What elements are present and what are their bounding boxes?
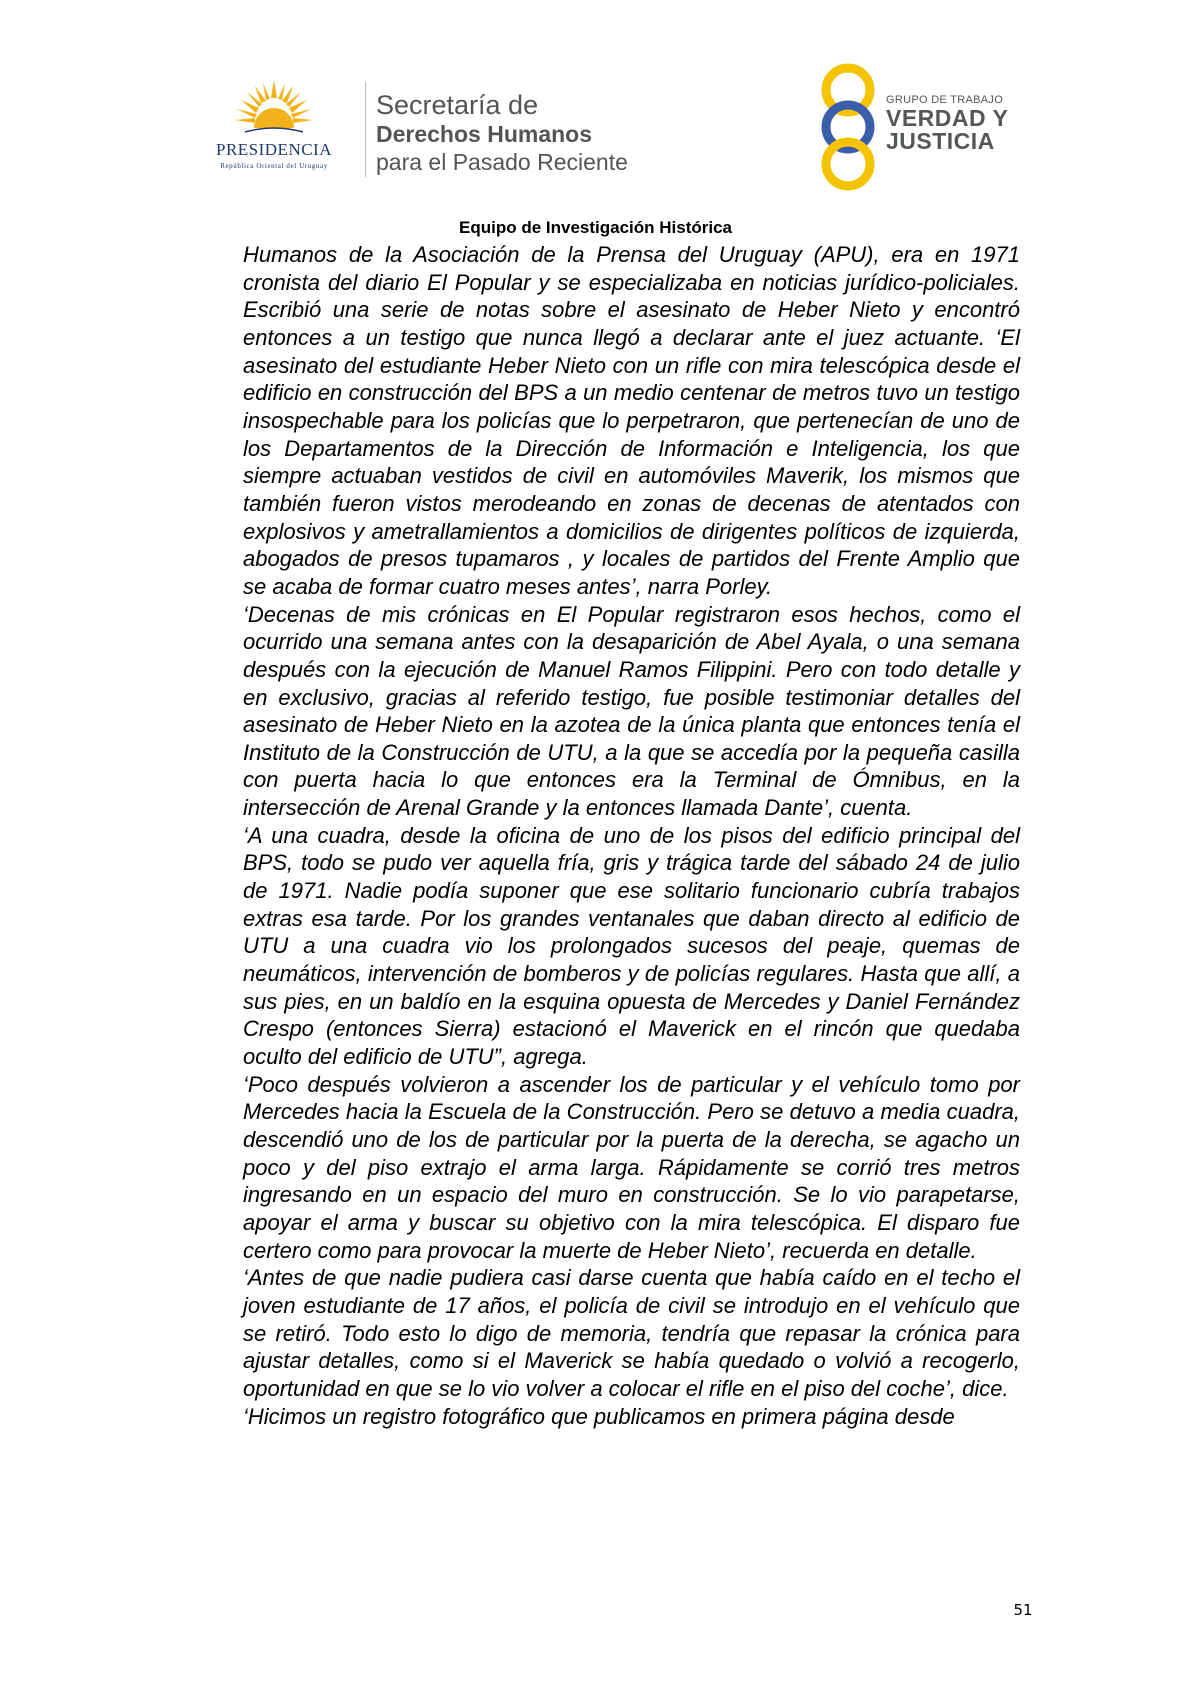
- logo-divider: [365, 82, 366, 177]
- paragraph: ‘Antes de que nadie pudiera casi darse cuenta que había caído en el techo el joven estudiante de 17 años, el policía de civil se introdujo en el vehículo que se retiró. Todo esto lo digo de memoria, tendría que repasar la crónica para ajustar detalles, como si el Maverick se había quedado o volvió a recogerlo, oportunidad en que se lo vio volver a colocar el rifle en el piso del coche’, dice.: [243, 1265, 1020, 1401]
- grupo-trabajo-text: [886, 94, 1008, 153]
- grupo-trabajo-logo: [810, 62, 1040, 192]
- interlocked-rings-icon: [810, 62, 886, 192]
- secretaria-line1: Secretaría de: [376, 90, 539, 120]
- grupo-trabajo-line2: VERDAD Y: [886, 105, 1009, 131]
- team-heading: Equipo de Investigación Histórica: [459, 218, 732, 237]
- secretaria-line2: Derechos Humanos: [376, 121, 593, 147]
- secretaria-logo: [376, 90, 706, 176]
- sun-icon: [235, 78, 313, 140]
- paragraph: ‘Poco después volvieron a ascender los de particular y el vehículo tomo por Mercedes hacia la Escuela de la Construcción. Pero se detuvo a media cuadra, descendió uno de los de particular por la puerta de la derecha, se agacho un poco y del piso extrajo el arma larga. Rápidamente se corrió tres metros ingresando en un espacio del muro en construcción. Se lo vio parapetarse, apoyar el arma y buscar su objetivo con la mira telescópica. El disparo fue certero como para provocar la muerte de Heber Nieto’, recuerda en detalle.: [243, 1071, 1020, 1263]
- presidencia-logo: [195, 78, 353, 178]
- paragraph: ‘A una cuadra, desde la oficina de uno de los pisos del edificio principal del BPS, todo se pudo ver aquella fría, gris y trágica tarde del sábado 24 de julio de 1971. Nadie podía suponer que ese solitario funcionario cubría trabajos extras esa tarde. Por los grandes ventanales que daban directo al edificio de UTU a una cuadra vio los prolongados sucesos del peaje, quemas de neumáticos, intervención de bomberos y de policías regulares. Hasta que allí, a sus pies, en un baldío en la esquina opuesta de Mercedes y Daniel Fernández Crespo (entonces Sierra) estacionó el Maverick en el rincón que quedaba oculto del edificio de UTU”, agrega.: [243, 822, 1020, 1070]
- grupo-trabajo-line1: GRUPO DE TRABAJO: [886, 94, 1004, 106]
- paragraph: ‘Decenas de mis crónicas en El Popular registraron esos hechos, como el ocurrido una semana antes con la desaparición de Abel Ayala, o una semana después con la ejecución de Manuel Ramos Filippini. Pero con todo detalle y en exclusivo, gracias al referido testigo, fue posible testimoniar detalles del asesinato de Heber Nieto en la azotea de la única planta que entonces tenía el Instituto de la Construcción de UTU, a la que se accedía por la pequeña casilla con puerta hacia lo que entonces era la Terminal de Ómnibus, en la intersección de Arenal Grande y la entonces llamada Dante’, cuenta.: [243, 601, 1020, 821]
- grupo-trabajo-line3: JUSTICIA: [886, 128, 995, 154]
- paragraph: ‘Hicimos un registro fotográfico que publicamos en primera página desde: [243, 1403, 955, 1429]
- secretaria-line3: para el Pasado Reciente: [376, 149, 628, 175]
- body-text: [243, 241, 1020, 1430]
- presidencia-name: PRESIDENCIA: [215, 140, 332, 159]
- page-header: [0, 0, 1191, 215]
- presidencia-subtitle: República Oriental del Uruguay: [220, 162, 328, 170]
- page-number: 51: [1013, 1601, 1033, 1619]
- paragraph: Humanos de la Asociación de la Prensa del Uruguay (APU), era en 1971 cronista del diario El Popular y se especializaba en noticias jurídico-policiales. Escribió una serie de notas sobre el asesinato de Heber Nieto y encontró entonces a un testigo que nunca llegó a declarar ante el juez actuante. ‘El asesinato del estudiante Heber Nieto con un rifle con mira telescópica desde el edificio en construcción del BPS a un medio centenar de metros tuvo un testigo insospechable para los policías que lo perpetraron, que pertenecían de uno de los Departamentos de la Dirección de Información e Inteligencia, los que siempre actuaban vestidos de civil en automóviles Maverik, los mismos que también fueron vistos merodeando en zonas de decenas de atentados con explosivos y ametrallamientos a domicilios de dirigentes políticos de izquierda, abogados de presos tupamaros , y locales de partidos del Frente Amplio que se acaba de formar cuatro meses antes’, narra Porley.: [243, 242, 1020, 599]
